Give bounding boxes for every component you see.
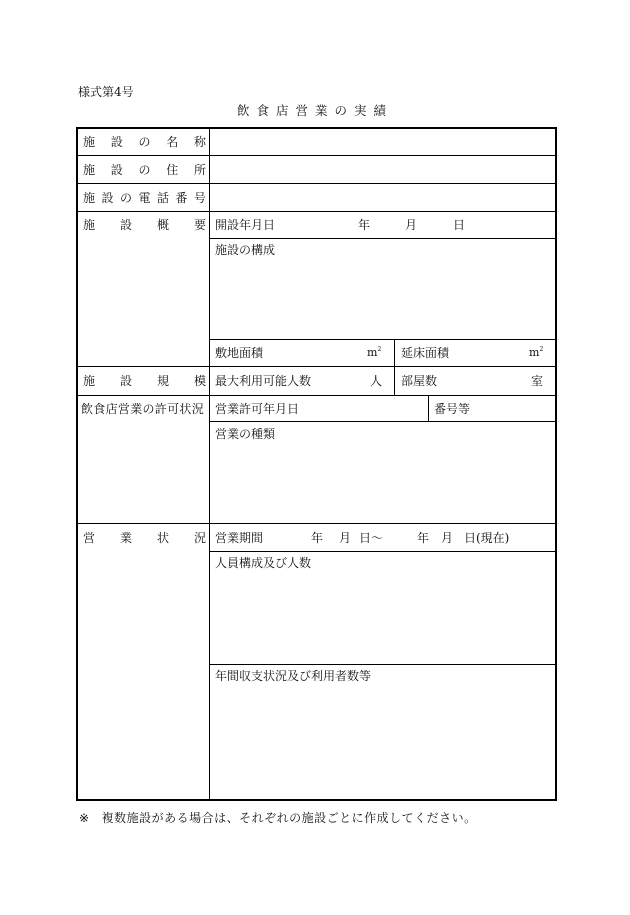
floor-area-unit: $m^2$ — [529, 346, 544, 359]
cell-divider — [209, 421, 556, 422]
label-facility-phone: 施 設 の 電 話 番 号 — [83, 191, 206, 205]
cell-divider — [209, 339, 556, 340]
row-divider — [77, 211, 556, 212]
column-divider — [209, 128, 210, 800]
opened-day-unit: 日 — [453, 218, 466, 232]
opened-month-unit: 月 — [405, 218, 418, 232]
document-title: 飲食店営業の実績 — [236, 103, 393, 118]
row-divider — [77, 523, 556, 524]
capacity-unit: 人 — [370, 374, 383, 388]
cell-divider — [209, 664, 556, 665]
site-area-label: 敷地面積 — [215, 346, 264, 360]
permit-number-label: 番号等 — [434, 402, 471, 416]
rooms-unit: 室 — [531, 374, 544, 388]
form-number: 様式第4号 — [78, 85, 134, 99]
cell-divider — [209, 551, 556, 552]
rooms-label: 部屋数 — [401, 374, 438, 388]
label-facility-name: 施 設 の 名 称 — [83, 135, 206, 149]
period-end-month: 月 — [441, 531, 454, 545]
row-divider — [77, 155, 556, 156]
finance-label: 年間収支状況及び利用者数等 — [215, 669, 372, 683]
operation-period-label: 営業期間 — [215, 531, 264, 545]
staff-label: 人員構成及び人数 — [215, 556, 312, 570]
period-end-year: 年 — [417, 531, 430, 545]
footnote-text: 複数施設がある場合は、それぞれの施設ごとに作成してください。 — [101, 811, 477, 825]
period-start-day: 日〜 — [359, 531, 384, 545]
label-operation-status: 営 業 状 況 — [83, 531, 206, 545]
footnote — [79, 812, 477, 824]
site-area-unit: $m^2$ — [367, 346, 382, 359]
label-facility-address: 施 設 の 住 所 — [83, 163, 206, 177]
cell-divider — [209, 238, 556, 239]
label-facility-overview: 施 設 概 要 — [83, 218, 206, 232]
cell-divider — [394, 339, 395, 395]
label-facility-scale: 施 設 規 模 — [83, 374, 206, 388]
period-start-month: 月 — [339, 531, 352, 545]
opened-date-label: 開設年月日 — [215, 218, 276, 232]
row-divider — [77, 183, 556, 184]
footnote-mark: ※ — [79, 811, 90, 825]
cell-divider — [428, 395, 429, 421]
period-start-year: 年 — [311, 531, 324, 545]
business-type-label: 営業の種類 — [215, 427, 276, 441]
floor-area-label: 延床面積 — [401, 346, 450, 360]
label-permit-status: 飲食店営業の許可状況 — [81, 402, 205, 416]
period-end-day: 日(現在) — [464, 531, 510, 545]
row-divider — [77, 366, 556, 367]
permit-date-label: 営業許可年月日 — [215, 402, 300, 416]
capacity-label: 最大利用可能人数 — [215, 374, 312, 388]
opened-year-unit: 年 — [358, 218, 371, 232]
composition-label: 施設の構成 — [215, 243, 276, 257]
row-divider — [77, 395, 556, 396]
